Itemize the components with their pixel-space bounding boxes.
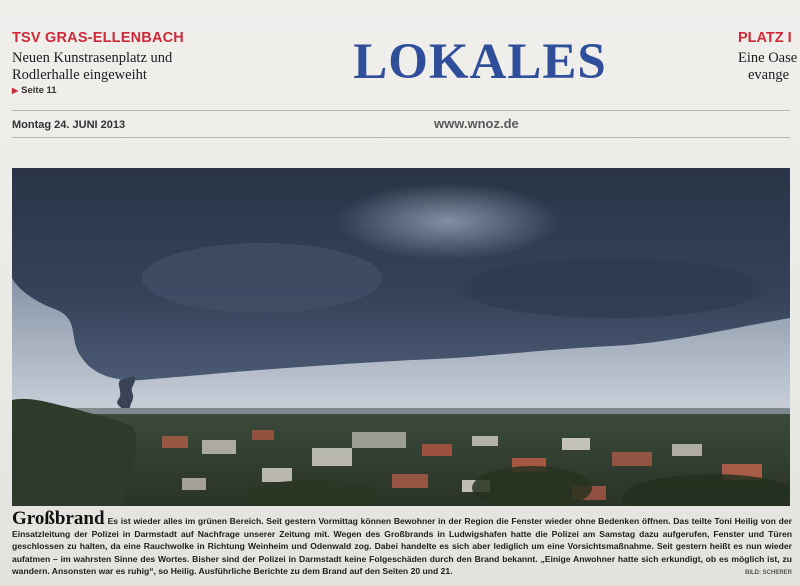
website-link[interactable]: www.wnoz.de — [434, 116, 519, 131]
left-teaser[interactable] — [12, 30, 232, 96]
left-teaser-page-ref — [12, 85, 232, 96]
dateline: Montag 24. JUNI 2013 — [12, 119, 126, 131]
triangle-right-icon: ▶ — [12, 86, 19, 95]
left-teaser-headline-line2: Rodlerhalle eingeweiht — [12, 67, 147, 83]
left-teaser-headline — [12, 50, 232, 84]
section-masthead: LOKALES — [353, 34, 607, 90]
right-teaser-headline — [738, 50, 800, 84]
right-teaser-headline-line1: Eine Oase — [738, 50, 798, 66]
page-ref-text: Seite 11 — [21, 85, 57, 96]
right-teaser-kicker: PLATZ I — [738, 30, 792, 46]
storm-cloud-photo — [12, 168, 790, 506]
caption-text: Es ist wieder alles im grünen Bereich. Seit gestern Vormittag können Bewohner in der Region die Fenster wieder ohne Bedenken öffnen. Das teilte Toni Heilig von der Einsatzleitung der Polizei in Darmstadt auf Nachfrage unserer Zeitung mit. Wegen des Großbrands in Ludwigshafen hatte die Polizei am Samstag dazu aufgerufen, Fenster und Türen geschlossen zu halten, da eine Rauchwolke in Richtung Weinheim und Odenwald zog. Dabei handelte es sich aber lediglich um eine Vorsichtsmaßnahme. Seit gestern heißt es nun wieder aufatmen – im wahrsten Sinne des Wortes. Bisher sind der Polizei in Darmstadt keine Folgeschäden durch den Brand bekannt. „Einige Anwohner hatte sich erkundigt, ob es möglich ist, zu wandern. Ansonsten war es ruhig“, so Heilig. Ausführliche Berichte zu dem Brand auf den Seiten 20 und 21. — [12, 516, 792, 577]
right-teaser-headline-line2: evange — [748, 67, 790, 83]
left-teaser-kicker: TSV GRAS-ELLENBACH — [12, 30, 184, 46]
left-teaser-headline-line1: Neuen Kunstrasenplatz und — [12, 50, 173, 66]
photo-credit: BILD: SCHERER — [744, 570, 792, 577]
divider-rule — [12, 110, 790, 111]
divider-rule-2 — [12, 137, 790, 138]
photo-caption — [12, 508, 792, 580]
right-teaser[interactable] — [738, 30, 800, 84]
caption-title: Großbrand — [12, 508, 105, 529]
